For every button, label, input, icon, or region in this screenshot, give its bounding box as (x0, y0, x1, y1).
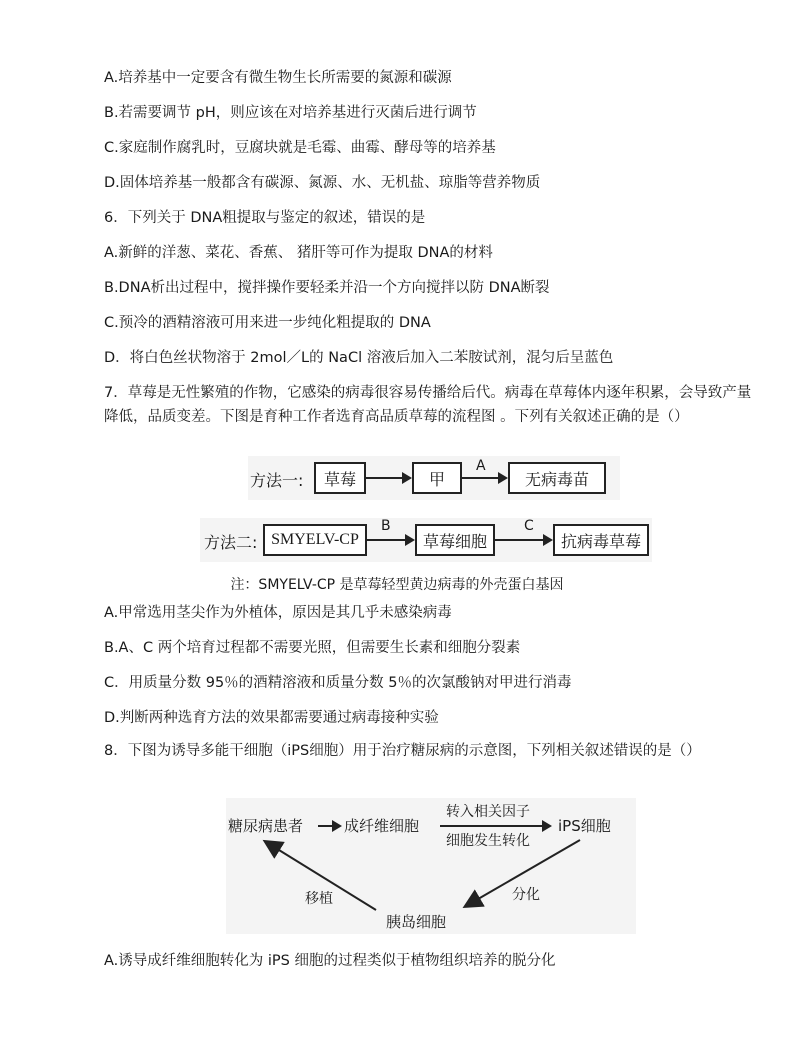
arrow-strawberry-to-jia (366, 477, 410, 479)
fibroblast-node: 成纤维细胞 (344, 817, 420, 835)
q7-option-b: B.A、C 两个培育过程都不需要光照，但需要生长素和细胞分裂素 (104, 640, 521, 656)
arrow-c-label: C (524, 518, 534, 534)
jia-box: 甲 (412, 462, 462, 494)
smyelv-cp-box: SMYELV-CP (263, 524, 367, 556)
q5-option-d: D.固体培养基一般都含有碳源、氮源、水、无机盐、琼脂等营养物质 (104, 175, 541, 191)
q6-option-d: D．将白色丝状物溶于 2mol／L的 NaCl 溶液后加入二苯胺试剂，混匀后呈蓝色 (104, 350, 614, 366)
islet-cell-node: 胰岛细胞 (386, 913, 447, 931)
q5-option-a: A.培养基中一定要含有微生物生长所需要的氮源和碳源 (104, 70, 452, 86)
q8-stem: 8．下图为诱导多能干细胞（iPS细胞）用于治疗糖尿病的示意图，下列相关叙述错误的是（） (104, 743, 701, 759)
q7-option-c: C．用质量分数 95％的酒精溶液和质量分数 5％的次氯酸钠对甲进行消毒 (104, 675, 572, 691)
factor-top-label: 转入相关因子 (446, 804, 530, 820)
q6-option-b: B.DNA析出过程中，搅拌操作要轻柔并沿一个方向搅拌以防 DNA断裂 (104, 280, 550, 296)
q5-option-b: B.若需要调节 pH，则应该在对培养基进行灭菌后进行调节 (104, 105, 477, 121)
q8-option-a: A.诱导成纤维细胞转化为 iPS 细胞的过程类似于植物组织培养的脱分化 (104, 953, 556, 969)
q6-option-a: A.新鲜的洋葱、菜花、香蕉、 猪肝等可作为提取 DNA的材料 (104, 245, 493, 261)
strawberry-cell-box: 草莓细胞 (415, 524, 495, 556)
arrow-jia-to-virusfree (462, 477, 506, 479)
factor-bottom-label: 细胞发生转化 (446, 833, 530, 849)
virus-free-seedling-box: 无病毒苗 (508, 462, 606, 494)
q7-option-a: A.甲常选用茎尖作为外植体，原因是其几乎未感染病毒 (104, 605, 452, 621)
differentiate-label: 分化 (512, 887, 540, 903)
q7-stem: 7．草莓是无性繁殖的作物，它感染的病毒很容易传播给后代。病毒在草莓体内逐年积累，会导致产量降低，品质变差。下图是育种工作者选育高品质草莓的流程图 。下列有关叙述正确的是（） (104, 385, 752, 425)
method1-label: 方法一: (250, 471, 304, 490)
arrow-b-label: B (381, 518, 391, 534)
virus-resistant-strawberry-box: 抗病毒草莓 (553, 524, 649, 556)
diabetes-patient-node: 糖尿病患者 (228, 817, 304, 835)
ips-cell-node: iPS细胞 (558, 817, 611, 835)
arrow-a-label: A (476, 458, 486, 474)
q7-note: 注：SMYELV-CP 是草莓轻型黄边病毒的外壳蛋白基因 (230, 577, 564, 593)
q5-option-c: C.家庭制作腐乳时，豆腐块就是毛霉、曲霉、酵母等的培养基 (104, 140, 496, 156)
q6-stem: 6．下列关于 DNA粗提取与鉴定的叙述，错误的是 (104, 210, 426, 226)
q7-option-d: D.判断两种选育方法的效果都需要通过病毒接种实验 (104, 710, 439, 726)
method2-label: 方法二: (204, 533, 258, 552)
q6-option-c: C.预冷的酒精溶液可用来进一步纯化粗提取的 DNA (104, 315, 431, 331)
arrow-cell-to-resistant (495, 539, 551, 541)
arrow-gene-to-cell (367, 539, 413, 541)
transplant-label: 移植 (305, 891, 333, 907)
strawberry-box: 草莓 (314, 462, 366, 494)
